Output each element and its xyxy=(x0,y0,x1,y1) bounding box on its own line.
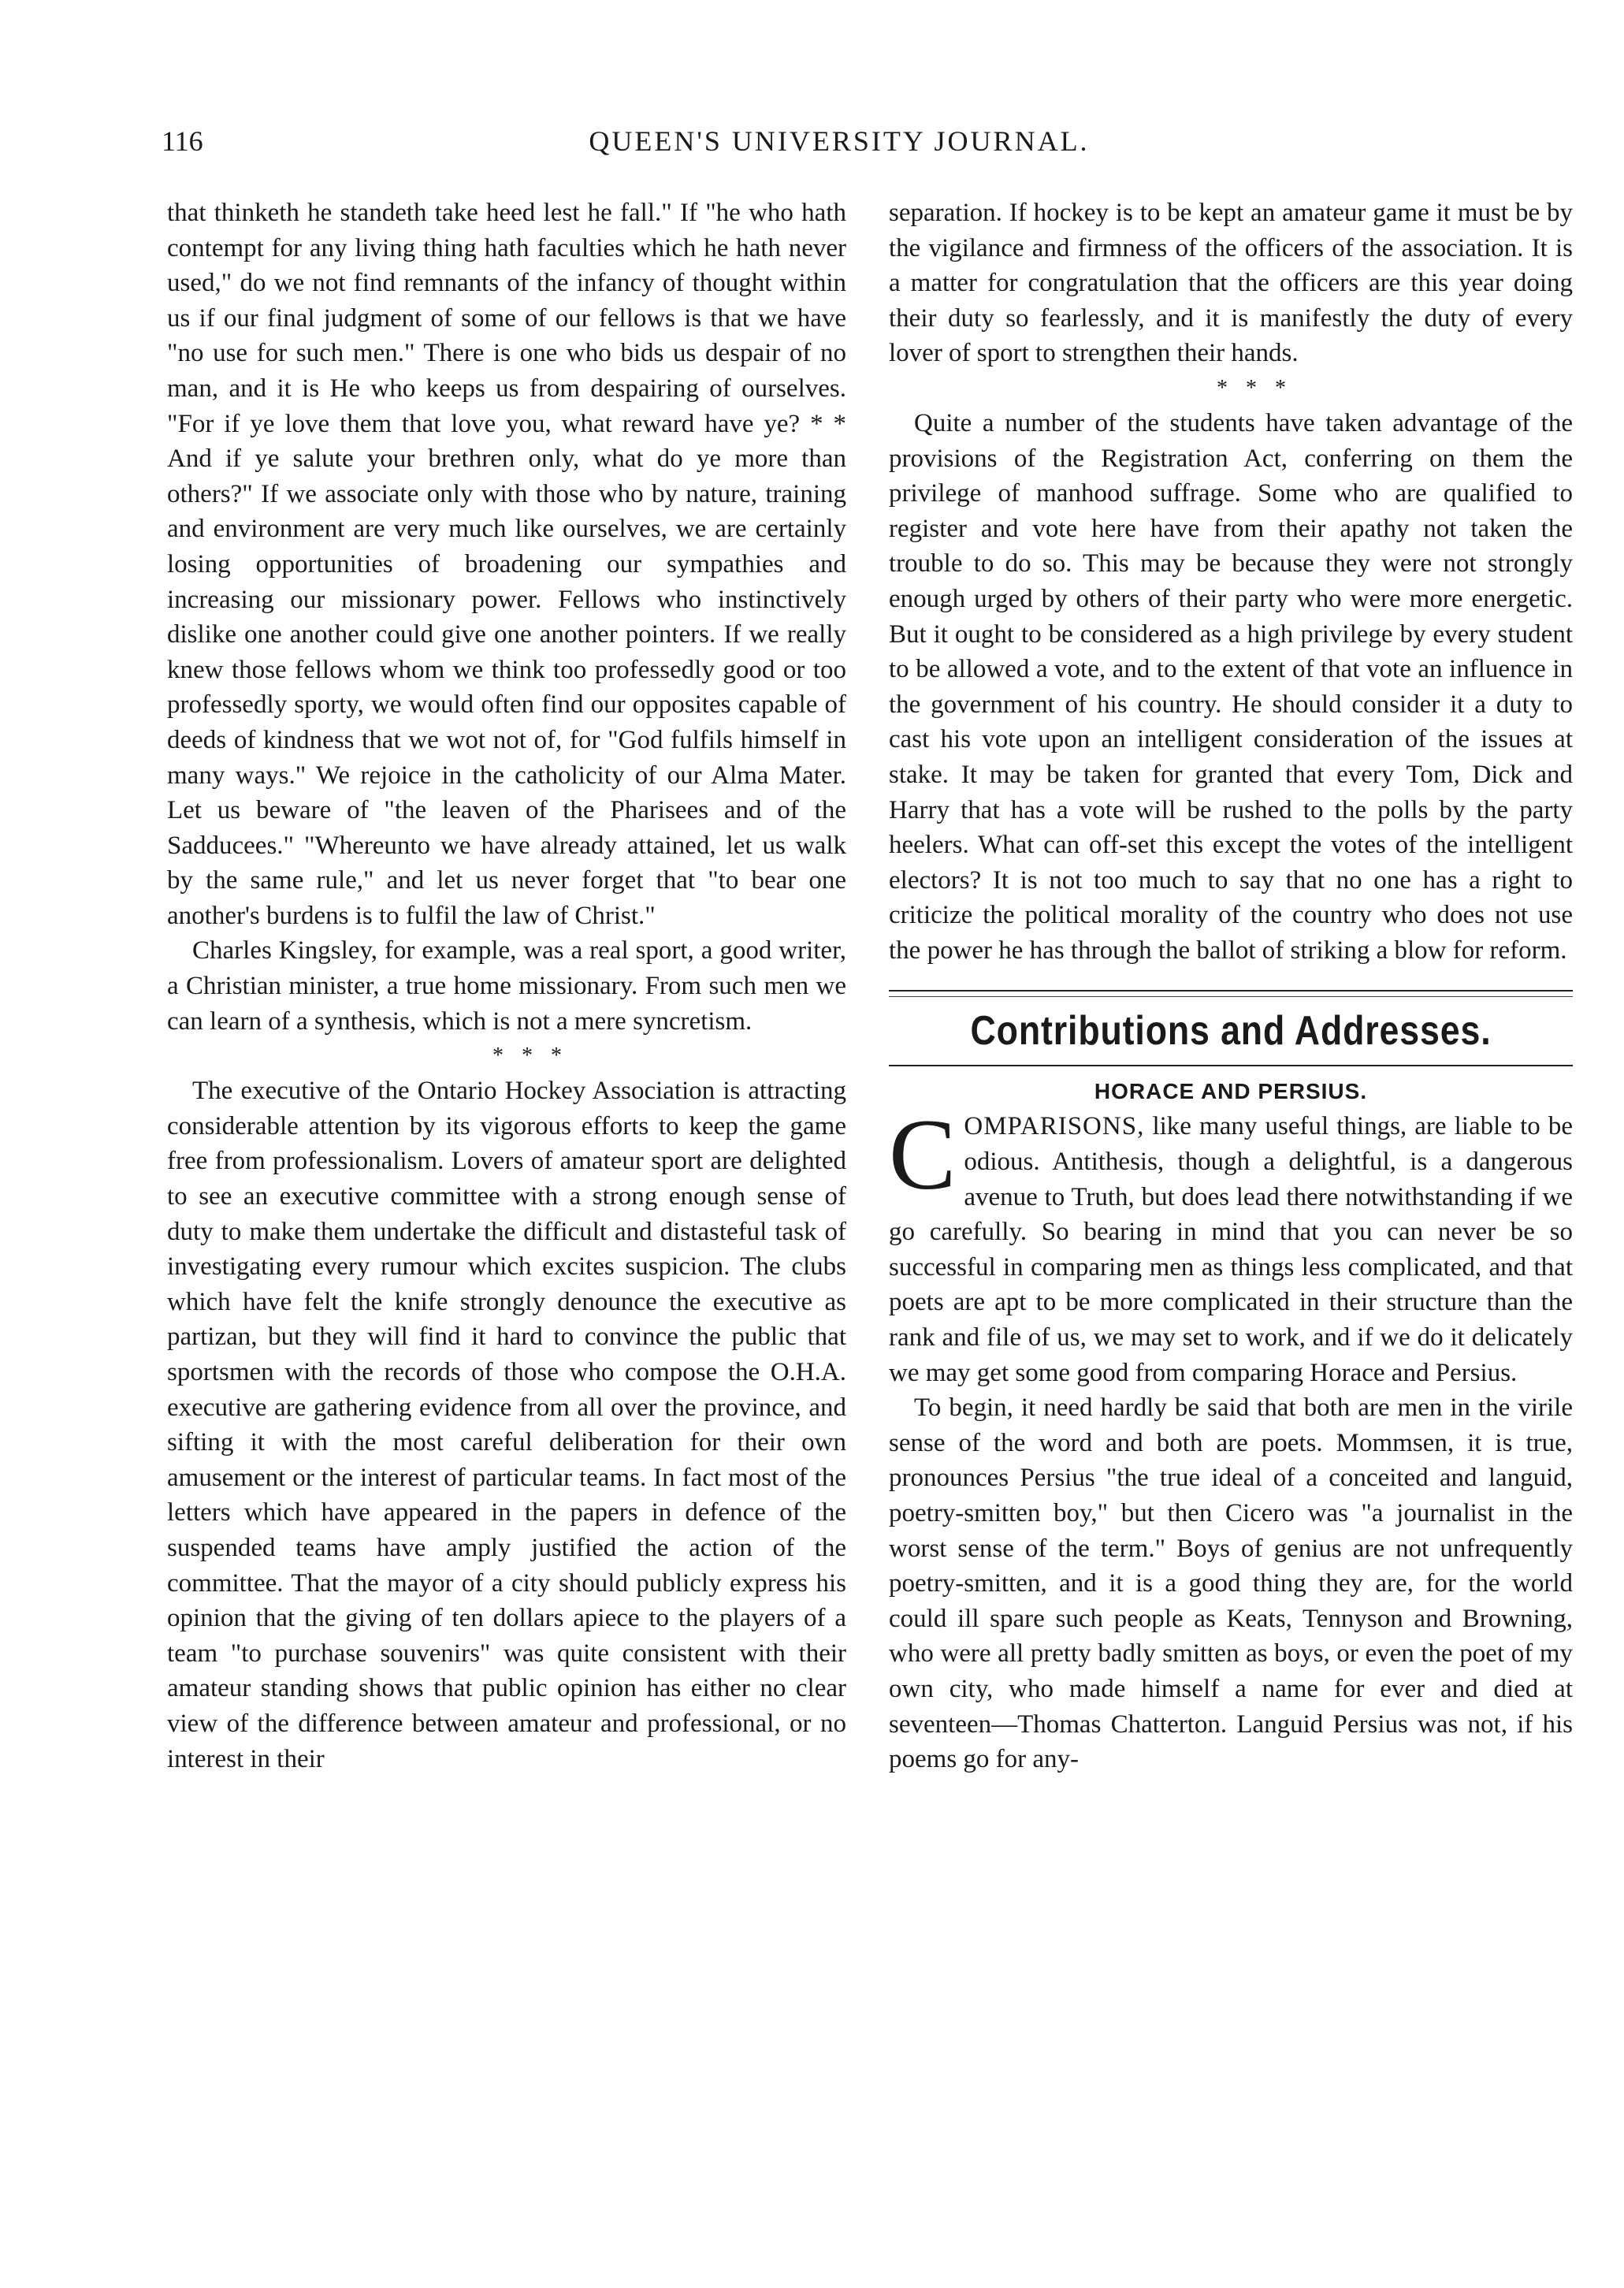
right-column xyxy=(889,195,1573,1777)
journal-title: QUEEN'S UNIVERSITY JOURNAL. xyxy=(589,125,1090,157)
rule-bottom xyxy=(889,1065,1573,1066)
paragraph-comparisons-text: like many useful things, are liable to be odious. Antithesis, though a delightful, is a dangerous avenue to Truth, but does lead there notwithstanding if we go carefully. So bearing in mind that you can never be so successful in comparing men as things less complicated, and that poets are apt to be more complicated in their structure than the rank and file of us, we may set to work, and if we do it delicately we may get some good from comparing Horace and Persius. xyxy=(889,1112,1574,1387)
article-title: HORACE AND PERSIUS. xyxy=(1094,1079,1368,1104)
left-column xyxy=(167,195,846,1776)
lead-in-word: OMPARISONS, xyxy=(964,1112,1145,1141)
page-number: 116 xyxy=(162,125,203,157)
section-break-stars: * * * xyxy=(1217,375,1292,400)
paragraph-to-begin: To begin, it need hardly be said that both are men in the virile sense of the word and both are poets. Mommsen, it is true, pronounces Persius "the true ideal of a conceited and languid, poetry-smitten boy," but then Cicero was "a journalist in the worst sense of the term." Boys of genius are not unfrequently poetry-smitten, and it is a good thing they are, for the world could ill spare such people as Keats, Tennyson and Browning, who were all pretty badly smitten as boys, or even the poet of my own city, who made himself a name for ever and died at seventeen—Thomas Chatterton. Languid Persius was not, if his poems go for any- xyxy=(889,1393,1573,1774)
section-heading: Contributions and Addresses. xyxy=(970,1008,1492,1055)
paragraph-comparisons xyxy=(889,1099,1574,1390)
paragraph-kingsley: Charles Kingsley, for example, was a real sport, a good writer, a Christian minister, a true home missionary. From such men we can learn of a synthesis, which is not a mere syncretism. xyxy=(167,936,846,1036)
section-break-stars: * * * xyxy=(492,1044,568,1069)
running-head xyxy=(162,125,1517,164)
rule-top xyxy=(889,990,1573,991)
drop-cap: C xyxy=(889,1099,957,1211)
paragraph-continuation: that thinketh he standeth take heed lest he fall." If "he who hath contempt for any living thing hath faculties which he hath never used," do we not find remnants of the infancy of thought within us if our final judgment of some of our fellows is that we have "no use for such men." There is one who bids us despair of no man, and it is He who keeps us from despairing of ourselves. "For if ye love them that love you, what reward have ye? * * And if ye salute your brethren only, what do ye more than others?" If we associate only with those who by nature, training and environment are very much like ourselves, we are certainly losing opportunities of broadening our sympathies and increasing our missionary power. Fellows who instinctively dislike one another could give one another pointers. If we really knew those fellows whom we think too professedly good or too professedly sporty, we would often find our opposites capable of deeds of kindness that we wot not of, for "God fulfils himself in many ways." We rejoice in the catholicity of our Alma Mater. Let us beware of "the leaven of the Pharisees and of the Sadducees." "Whereunto we have already attained, let us walk by the same rule," and let us never forget that "to bear one another's burdens is to fulfil the law of Christ." xyxy=(167,199,846,930)
paragraph-hockey: The executive of the Ontario Hockey Association is attracting considerable attention by its vigorous efforts to keep the game free from professionalism. Lovers of amateur sport are delighted to see an executive committee with a strong enough sense of duty to make them undertake the difficult and distasteful task of investigating every rumour which excites suspicion. The clubs which have felt the knife strongly denounce the executive as partizan, but they will find it hard to convince the public that sportsmen with the records of those who compose the O.H.A. executive are gathering evidence from all over the province, and sifting it with the most careful deliberation for their own amusement or the interest of particular teams. In fact most of the letters which have appeared in the papers in defence of the suspended teams have amply justified the action of the committee. That the mayor of a city should publicly express his opinion that the giving of ten dollars apiece to the players of a team "to purchase souvenirs" was quite consistent with their amateur standing shows that public opinion has either no clear view of the difference between amateur and professional, or no interest in their xyxy=(167,1077,846,1773)
paragraph-registration: Quite a number of the students have taken advantage of the provisions of the Registration Act, conferring on them the privilege of manhood suffrage. Some who are qualified to register and vote here have from their apathy not taken the trouble to do so. This may be because they were not strongly enough urged by others of their party who were more energetic. But it ought to be considered as a high privilege by every student to be allowed a vote, and to the extent of that vote an influence in the government of his country. He should consider it a duty to cast his vote upon an intelligent consideration of the issues at stake. It may be taken for granted that every Tom, Dick and Harry that has a vote will be rushed to the polls by the party heelers. What can off-set this except the votes of the intelligent electors? It is not too much to say that no one has a right to criticize the political morality of the country who does not use the power he has through the ballot of striking a blow for reform. xyxy=(889,408,1573,965)
paragraph-separation: separation. If hockey is to be kept an amateur game it must be by the vigilance and firmness of the officers of the association. It is a matter for congratulation that the officers are this year doing their duty so fearlessly, and it is manifestly the duty of every lover of sport to strengthen their hands. xyxy=(889,199,1573,368)
